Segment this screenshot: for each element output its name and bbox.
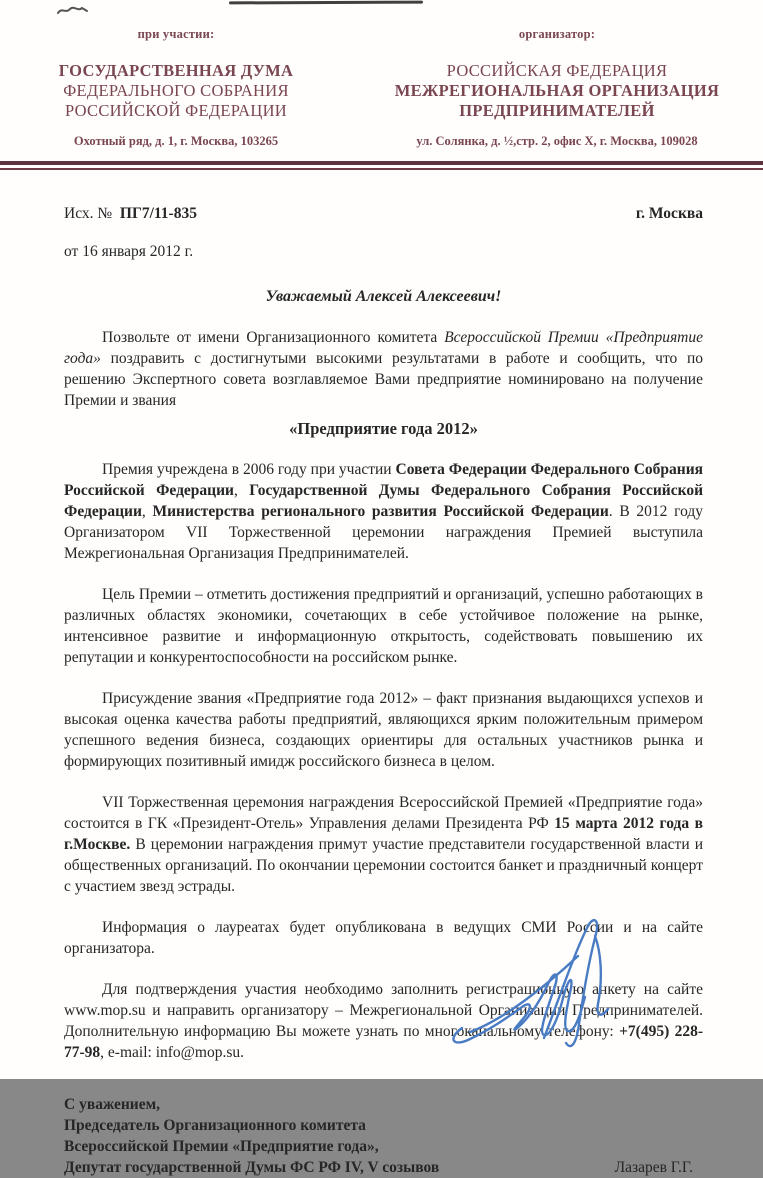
paragraph-meaning: Присуждение звания «Предприятие года 2012» – факт признания выдающихся успехов и высокая оценка качества работы предприятий, являющихся ярким положительным примером успешного ведения бизнеса, создающих ориентиры для остальных участников рынка и формирующих позитивный имидж российского бизнеса в целом.: [64, 690, 703, 770]
scan-artifact-speck: [56, 5, 90, 16]
paragraph-media: Информация о лауреатах будет опубликована в ведущих СМИ России и на сайте организатора.: [64, 919, 703, 957]
signatory-title: С уважением, Председатель Организационного комитета Всероссийской Премии «Предприятие года», Депутат государственной Думы ФС РФ IV, V созывов: [64, 1096, 440, 1176]
signatory-name: Лазарев Г.Г.: [614, 1159, 693, 1176]
organizer-org-name: РОССИЙСКАЯ ФЕДЕРАЦИЯ МЕЖРЕГИОНАЛЬНАЯ ОРГАНИЗАЦИЯ ПРЕДПРИНИМАТЕЛЕЙ: [394, 61, 720, 120]
reference-row: [64, 203, 703, 224]
paragraph-registration: Для подтверждения участия необходимо заполнить регистрационную анкету на сайте www.mop.su и направить организатору – Межрегиональной Организации Предпринимателей. Дополнительную информацию Вы можете узнать по многоканальному телефону: +7(495) 228-77-98, e-mail: info@mop.su.: [64, 981, 703, 1061]
signature-block: [64, 1094, 703, 1178]
paragraph-ceremony: VII Торжественная церемония награждения Всероссийской Премией «Предприятие года» состоится в ГК «Президент-Отель» Управления делами Президента РФ 15 марта 2012 года в г.Москве. В церемонии награждения примут участие представители государственной власти и общественных организаций. По окончании церемонии состоится банкет и праздничный концерт с участием звезд эстрады.: [64, 794, 703, 895]
participant-address: Охотный ряд, д. 1, г. Москва, 103265: [73, 134, 279, 148]
letter-body: [0, 203, 763, 1178]
letterhead-divider: [0, 161, 763, 170]
letterhead-left-participant: [40, 27, 312, 149]
organizer-address: ул. Солянка, д. ½,стр. 2, офис X, г. Москва, 109028: [416, 134, 698, 148]
participant-label: при участии:: [137, 27, 215, 41]
paragraph-history: Премия учреждена в 2006 году при участии Совета Федерации Федерального Собрания Российской Федерации, Государственной Думы Федерального Собрания Российской Федерации, Министерства регионального развития Российской Федерации. В 2012 году Организатором VII Торжественной церемонии награждения Премией выступила Межрегиональная Организация Предпринимателей.: [64, 461, 704, 562]
letterhead: [0, 0, 763, 149]
salutation: Уважаемый Алексей Алексеевич!: [265, 288, 502, 305]
paragraph-nomination: Позвольте от имени Организационного комитета Всероссийской Премии «Предприятие года» поздравить с достигнутыми высокими результатами в работе и сообщить, что по решению Экспертного совета возглавляемое Вами предприятие номинировано на получение Премии и звания: [64, 329, 703, 409]
city-label: г. Москва: [635, 205, 703, 222]
letterhead-right-organizer: [361, 27, 753, 149]
participant-org-name: ГОСУДАРСТВЕННАЯ ДУМА ФЕДЕРАЛЬНОГО СОБРАНИЯ РОССИЙСКОЙ ФЕДЕРАЦИИ: [58, 61, 294, 120]
signature-image: [448, 912, 626, 1058]
organizer-label: организатор:: [518, 27, 596, 41]
outgoing-number: Исх. № ПГ7/11-835: [64, 205, 197, 222]
award-title: «Предприятие года 2012»: [289, 419, 478, 438]
paragraph-goal: Цель Премии – отметить достижения предприятий и организаций, успешно работающих в различных областях экономики, сочетающих в себе устойчивое положение на рынке, интенсивное развитие и информационную открытость, содействовать повышению их репутации и конкурентоспособности на российском рынке.: [64, 586, 703, 666]
letter-date: от 16 января 2012 г.: [64, 243, 194, 260]
